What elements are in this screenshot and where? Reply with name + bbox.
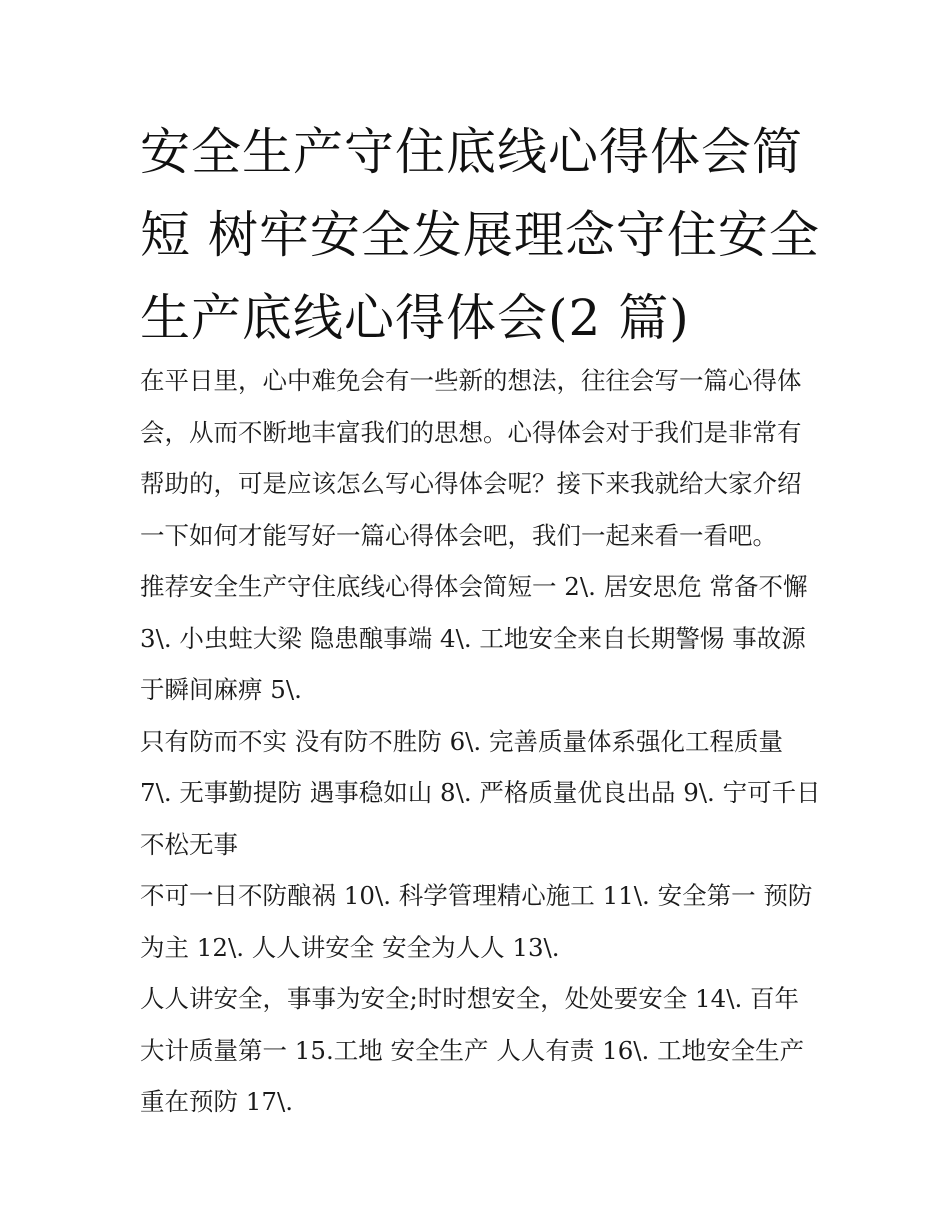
document-title: 安全生产守住底线心得体会简 短 树牢安全发展理念守住安全 生产底线心得体会(2 篇) [140, 123, 820, 347]
slogan-paragraph-3: 不可一日不防酿祸 10\. 科学管理精心施工 11\. 安全第一 预防 为主 12\. 人人讲安全 安全为人人 13\. [140, 881, 813, 962]
slogan-paragraph-2: 只有防而不实 没有防不胜防 6\. 完善质量体系强化工程质量 7\. 无事勤提防 遇事稳如山 8\. 严格质量优良出品 9\. 宁可千日 不松无事 [140, 726, 821, 859]
document-body [140, 355, 830, 1128]
slogan-paragraph-4: 人人讲安全，事事为安全;时时想安全，处处要安全 14\. 百年 大计质量第一 15.工地 安全生产 人人有责 16\. 工地安全生产 重在预防 17\. [140, 984, 805, 1116]
slogan-paragraph-1: 推荐安全生产守住底线心得体会简短一 2\. 居安思危 常备不懈 3\. 小虫蛀大梁 隐患酿事端 4\. 工地安全来自长期警惕 事故源 于瞬间麻痹 5\. [140, 572, 808, 704]
intro-paragraph: 在平日里，心中难免会有一些新的想法，往往会写一篇心得体 会，从而不断地丰富我们的思想。心得体会对于我们是非常有 帮助的，可是应该怎么写心得体会呢？接下来我就给大家介绍 一下如何才能写好一篇心得体会吧，我们一起来看一看吧。 [140, 366, 802, 550]
